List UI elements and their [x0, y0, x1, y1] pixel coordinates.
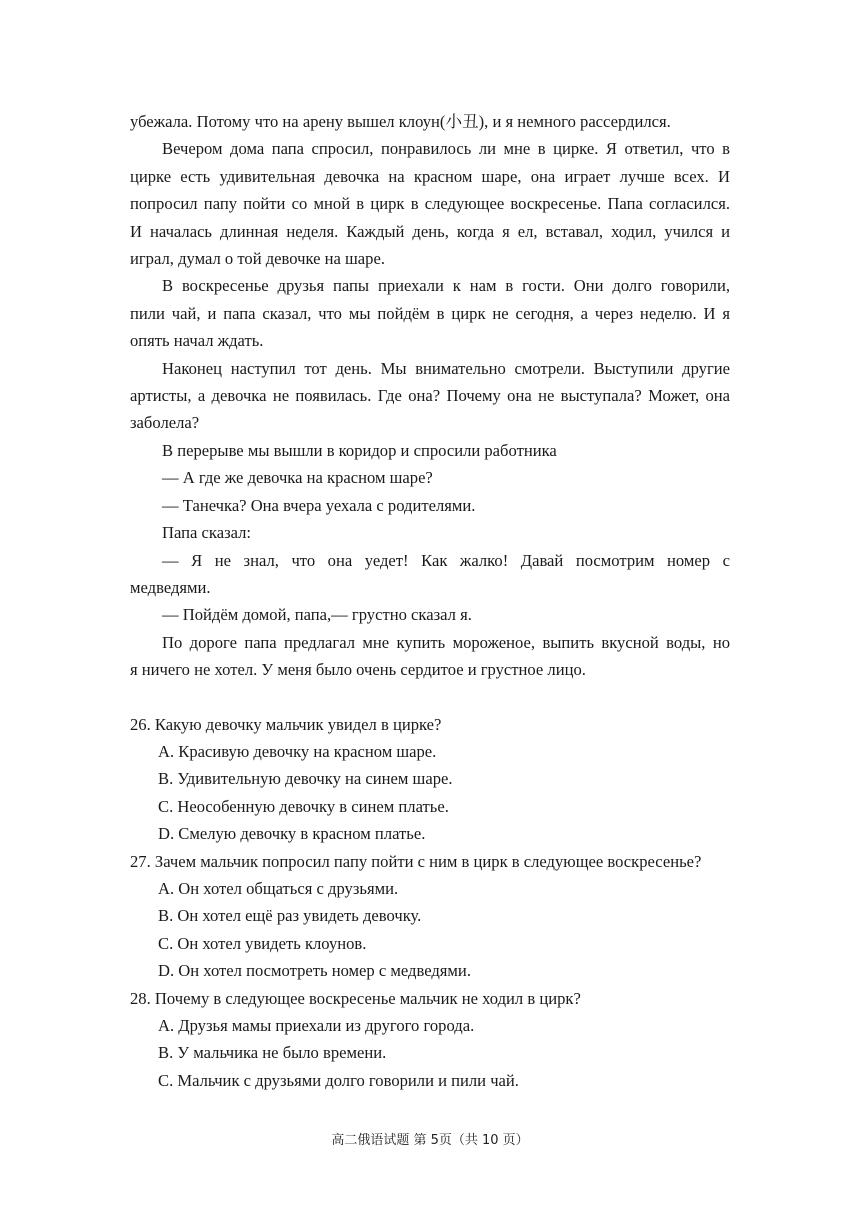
passage-line: попросил папу пойти со мной в цирк в следующее воскресенье. Папа согласился.: [130, 194, 730, 214]
question-28-option-c: C. Мальчик с друзьями долго говорили и пили чай.: [158, 1070, 519, 1090]
question-26-option-b: B. Удивительную девочку на синем шаре.: [158, 769, 453, 789]
dialogue-line: — Пойдём домой, папа,— грустно сказал я.: [162, 605, 472, 625]
question-26-stem: 26. Какую девочку мальчик увидел в цирке?: [130, 714, 442, 734]
dialogue-line: — А где же девочка на красном шаре?: [162, 468, 433, 488]
passage-line: опять начал ждать.: [130, 331, 264, 351]
passage-line: артисты, а девочка не появилась. Где она? Почему она не выступала? Может, она: [130, 386, 730, 406]
question-26-option-a: A. Красивую девочку на красном шаре.: [158, 741, 437, 761]
question-27-option-a: A. Он хотел общаться с друзьями.: [158, 878, 399, 898]
dialogue-line: медведями.: [130, 577, 211, 597]
page-footer: 高二俄语试题 第 5页（共 10 页）: [331, 1133, 529, 1148]
passage-line: пили чай, и папа сказал, что мы пойдём в цирк не сегодня, а через неделю. И я: [130, 303, 730, 323]
passage-line: В воскресенье друзья папы приехали к нам в гости. Они долго говорили,: [162, 276, 730, 296]
passage-line: Наконец наступил тот день. Мы внимательно смотрели. Выступили другие: [162, 358, 730, 378]
passage-line: играл, думал о той девочке на шаре.: [130, 249, 385, 269]
passage-line: я ничего не хотел. У меня было очень сердитое и грустное лицо.: [130, 660, 586, 680]
passage-line: Папа сказал:: [162, 523, 252, 543]
passage-line: По дороге папа предлагал мне купить мороженое, выпить вкусной воды, но: [162, 632, 730, 652]
passage-line: В перерыве мы вышли в коридор и спросили работника: [162, 440, 557, 460]
passage-line: цирке есть удивительная девочка на красном шаре, она играет лучше всех. И: [130, 166, 730, 186]
dialogue-line: — Я не знал, что она уедет! Как жалко! Давай посмотрим номер с: [162, 550, 730, 570]
section-spacer: [130, 684, 730, 711]
question-27-option-b: B. Он хотел ещё раз увидеть девочку.: [158, 906, 422, 926]
question-26-option-c: C. Неособенную девочку в синем платье.: [158, 796, 449, 816]
question-28-stem: 28. Почему в следующее воскресенье мальчик не ходил в цирк?: [130, 988, 581, 1008]
passage-line: И началась длинная неделя. Каждый день, когда я ел, вставал, ходил, учился и: [130, 221, 730, 241]
question-27-option-c: C. Он хотел увидеть клоунов.: [158, 933, 367, 953]
question-28-option-b: B. У мальчика не было времени.: [158, 1043, 387, 1063]
passage-line: убежала. Потому что на арену вышел клоун(小丑), и я немного рассердился.: [130, 112, 671, 131]
passage-line: Вечером дома папа спросил, понравилось ли мне в цирке. Я ответил, что в: [162, 139, 730, 159]
passage-line: заболела?: [130, 413, 200, 433]
question-27-option-d: D. Он хотел посмотреть номер с медведями.: [158, 961, 471, 981]
reading-passage: [130, 108, 730, 684]
question-26-option-d: D. Смелую девочку в красном платье.: [158, 824, 426, 844]
dialogue-line: — Танечка? Она вчера уехала с родителями.: [162, 495, 476, 515]
question-block: [130, 711, 730, 1095]
question-27-stem: 27. Зачем мальчик попросил папу пойти с ним в цирк в следующее воскресенье?: [130, 851, 702, 871]
question-28-option-a: A. Друзья мамы приехали из другого города.: [158, 1016, 475, 1035]
